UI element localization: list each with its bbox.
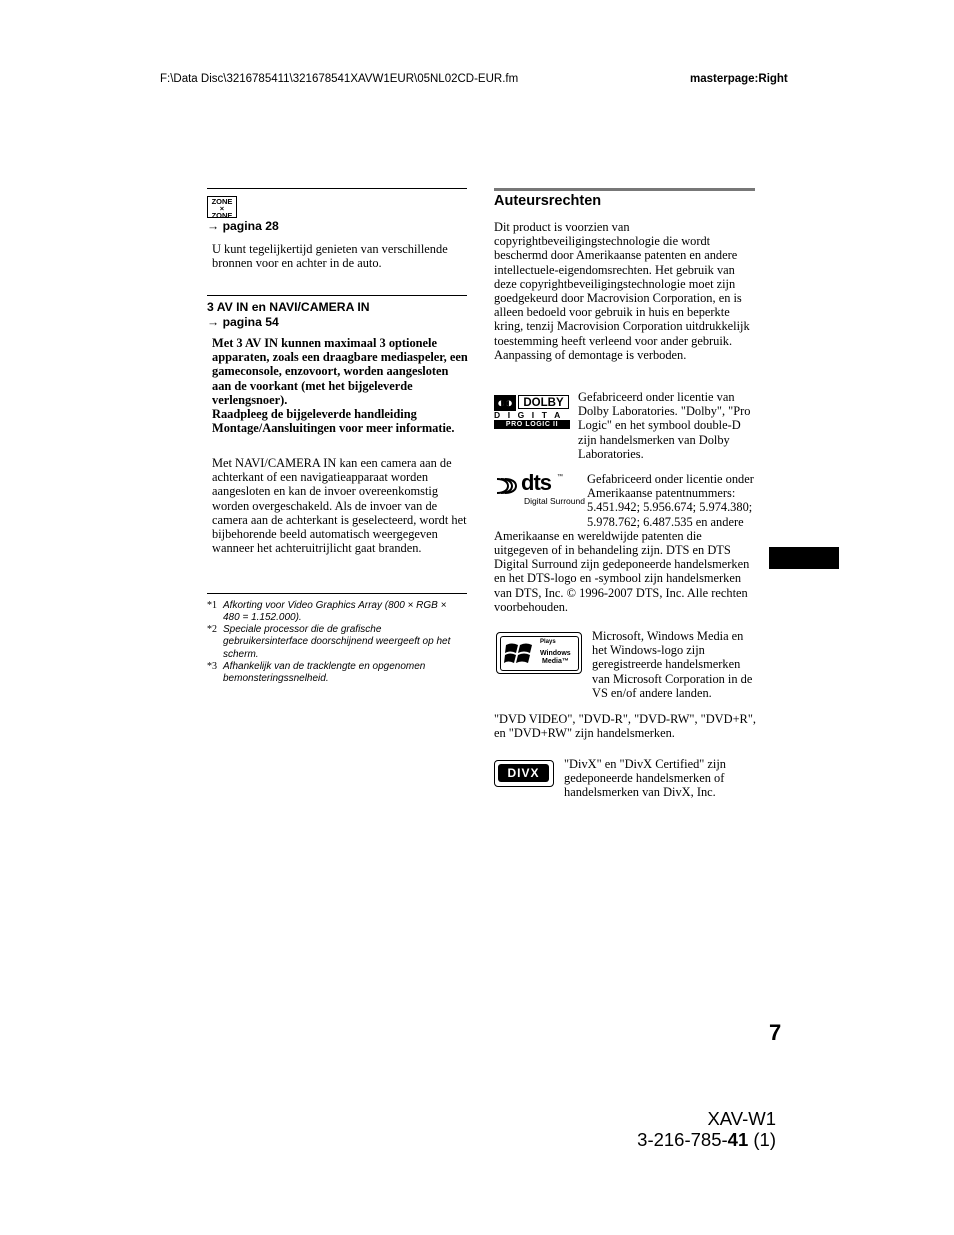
footnote-rule (207, 593, 467, 594)
dts-license-text: Gefabriceerd onder licentie onder Amerikaanse patentnummers: 5.451.942; 5.956.674; 5.974.380; 5.978.762; 6.487.535 en andere Amerikaanse en wereldwijde patenten die uitgegeven of in behandeling zijn. DTS en DTS Digital Surround zijn gedeponeerde handelsmerken en het DTS-logo en -symbool zijn handelsmerken van DTS, Inc. © 1996-2007 DTS, Inc. Alle rechten voorbehouden. (494, 472, 754, 614)
footnote-3: *3 Afhankelijk van de tracklengte en opgenomen bemonsteringssnelheid. (207, 661, 426, 685)
dvd-trademark-text: "DVD VIDEO", "DVD-R", "DVD-RW", "DVD+R", en "DVD+RW" zijn handelsmerken. (494, 712, 756, 741)
windows-media-logo: Plays Windows Media™ (496, 632, 582, 674)
copyright-heading: Auteursrechten (494, 193, 602, 209)
zone-description: U kunt tegelijkertijd genieten van verschillende bronnen voor en achter in de auto. (212, 242, 448, 271)
dolby-logo: ◐◑ DOLBY D I G I T A PRO LOGIC II (494, 393, 570, 429)
masterpage-label: masterpage:Right (690, 73, 788, 85)
double-d-icon: ◐◑ (494, 395, 516, 411)
av-in-bold-text: Met 3 AV IN kunnen maximaal 3 optionele apparaten, zoals een draagbare mediaspeler, een gameconsole, enzovoort, worden aangesloten aan de voorkant (met het bijgeleverde verlengsnoer). (212, 336, 468, 407)
av-in-bold-note: Raadpleeg de bijgeleverde handleiding Montage/Aansluitingen voor meer informatie. (212, 407, 455, 436)
heading-rule (494, 188, 755, 191)
section-tab (769, 547, 839, 569)
av-in-page-ref: → pagina 54 (207, 315, 279, 329)
dts-logo: dts ™ Digital Surround (494, 474, 582, 508)
macrovision-text: Dit product is voorzien van copyrightbeveiligingstechnologie die wordt beschermd door Amerikaanse patenten en andere intellectuele-eigendomsrechten. Het gebruik van deze copyrightbeveiligingstechnologie moet zijn goedgekeurd door Macrovision Corporation, en is alleen bedoeld voor gebruik in huis en beperkte kring, tenzij Macrovision Corporation uitdrukkelijk toestemming heeft verleend voor ander gebruik. Aanpassing of demontage is verboden. (494, 220, 750, 362)
divx-trademark-text: "DivX" en "DivX Certified" zijn gedeponeerde handelsmerken of handelsmerken van DivX, Inc. (564, 757, 727, 800)
zone-x-zone-icon: ZONE × ZONE (207, 196, 237, 218)
model-name: XAV-W1 (707, 1108, 776, 1129)
dolby-license-text: Gefabriceerd onder licentie van Dolby Laboratories. "Dolby", "Pro Logic" en het symbool double-D zijn handelsmerken van Dolby Laboratories. (578, 390, 751, 461)
page-number: 7 (769, 1020, 782, 1045)
file-path: F:\Data Disc\3216785411\321678541XAVW1EUR\05NL02CD-EUR.fm (160, 73, 519, 85)
section-rule (207, 295, 467, 296)
av-in-title: 3 AV IN en NAVI/CAMERA IN (207, 300, 370, 314)
navi-camera-text: Met NAVI/CAMERA IN kan een camera aan de achterkant of een navigatieapparaat worden aangesloten en kan de invoer overeenkomstig worden overgeschakeld. Als de invoer van de camera aan de achterkant is geselecteerd, wordt het bijbehorende beeld automatisch weergegeven wanneer het achteruitrijlicht gaat branden. (212, 456, 467, 556)
zone-page-ref: → pagina 28 (207, 219, 279, 233)
windows-media-text: Microsoft, Windows Media en het Windows-logo zijn geregistreerde handelsmerken van Microsoft Corporation in de VS en/of andere landen. (592, 629, 753, 700)
divx-logo: DIVX (494, 760, 554, 787)
footnote-1: *1 Afkorting voor Video Graphics Array (800 × RGB × 480 = 1.152.000). (207, 600, 447, 624)
section-rule (207, 188, 467, 189)
footnote-2: *2 Speciale processor die de grafische gebruikersinterface doorschijnend weergeeft op het scherm. (207, 624, 451, 660)
document-code: 3-216-785-41 (1) (637, 1129, 776, 1150)
